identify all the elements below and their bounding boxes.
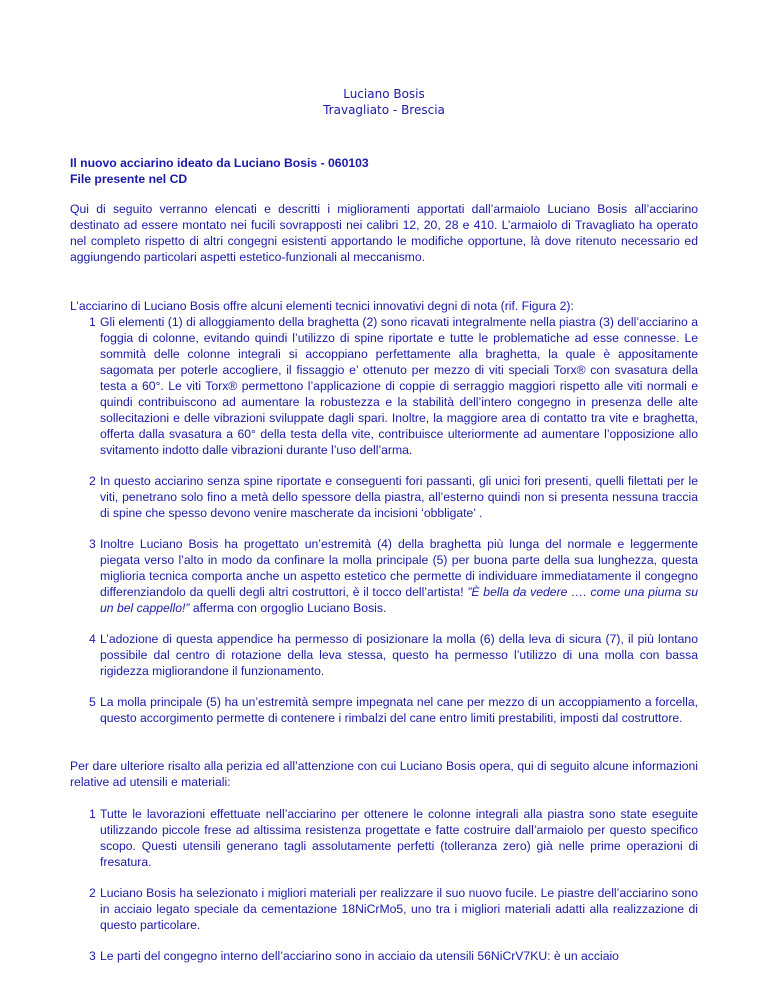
list-item: 1 Gli elementi (1) di alloggiamento della braghetta (2) sono ricavati integralmente nella piastra (3) dell’acciarino a foggia di colonne, evitando quindi l’utilizzo di spine riportate e tutte le problematiche ad esse connesse. Le sommità delle colonne integrali si accoppiano perfettamente alla braghetta, la quale è appositamente sagomata per poterle accogliere, il fissaggio e’ ottenuto per mezzo di viti speciali Torx® con svasatura della testa a 60°. Le viti Torx® permettono l’applicazione di coppie di serraggio maggiori rispetto alle viti normali e quindi contribuiscono ad aumentare la robustezza e la stabilità dell’intero congegno in presenza delle alte sollecitazioni e delle vibrazioni sviluppate dagli spari. Inoltre, la maggiore area di contatto tra vite e braghetta, offerta dalla svasatura a 60° della testa della vite, contribuisce ulteriormente ad aumentare l’opposizione allo svitamento indotto dalle vibrazioni durante l’uso dell’arma.	[89, 315, 698, 457]
section2-lead: Per dare ulteriore risalto alla perizia ed all’attenzione con cui Luciano Bosis opera, qui di seguito alcune informazioni relative ad utensili e materiali:	[70, 759, 698, 789]
list-item: 3 Inoltre Luciano Bosis ha progettato un’estremità (4) della braghetta più lunga del normale e leggermente piegata verso l’alto in modo da confinare la molla principale (5) per buona parte della sua lunghezza, questa miglioria tecnica comporta anche un aspetto estetico che permette di individuare immediatamente il congegno differenziandolo da quelli degli altri costruttori, è il tocco dell’artista! ”È bella da vedere …. come una piuma su un bel cappello!” afferma con orgoglio Luciano Bosis.	[89, 537, 699, 615]
list-item: 2 In questo acciarino senza spine riportate e conseguenti fori passanti, gli unici fori presenti, quelli filettati per le viti, penetrano solo fino a metà dello spessore della piastra, all’esterno quindi non si presenta nessuna traccia di spine che spesso devono venire mascherate da incisioni ‘obbligate’ .	[89, 474, 698, 520]
list-item: 1 Tutte le lavorazioni effettuate nell’acciarino per ottenere le colonne integrali alla piastra sono state eseguite utilizzando piccole frese ad altissima resistenza progettate e fatte costruire dall’armaiolo per questo specifico scopo. Questi utensili generano tagli assolutamente perfetti (tolleranza zero) già nelle prime operazioni di fresatura.	[89, 807, 698, 869]
list-item: 2 Luciano Bosis ha selezionato i migliori materiali per realizzare il suo nuovo fucile. Le piastre dell’acciarino sono in acciaio legato speciale da cementazione 18NiCrMo5, uno tra i migliori materiali adatti alla realizzazione di questo particolare.	[89, 886, 698, 932]
list-item: 4 L’adozione di questa appendice ha permesso di posizionare la molla (6) della leva di sicura (7), il più lontano possibile dal centro di rotazione della leva stessa, questo ha permesso l’utilizzo di una molla con bassa rigidezza migliorandone il funzionamento.	[89, 632, 698, 678]
section2-list	[70, 806, 698, 964]
author-name: Luciano Bosis	[343, 87, 425, 101]
author-place: Travagliato - Brescia	[323, 103, 445, 117]
title-line-1: Il nuovo acciarino ideato da Luciano Bosis - 060103	[70, 156, 369, 170]
document-page	[70, 0, 698, 964]
document-header	[70, 86, 698, 118]
document-title	[70, 155, 698, 187]
intro-paragraph: Qui di seguito verranno elencati e descritti i miglioramenti apportati dall’armaiolo Luciano Bosis all’acciarino destinato ad essere montato nei fucili sovrapposti nei calibri 12, 20, 28 e 410. L’armaiolo di Travagliato ha operato nel completo rispetto di altri congegni esistenti apportando le modifiche opportune, là dove ritenuto necessario ed aggiungendo particolari aspetti estetico-funzionali al meccanismo.	[70, 202, 698, 264]
section1-list	[70, 314, 698, 726]
quote: ”È bella da vedere …. come una piuma su un bel cappello!”	[100, 585, 699, 615]
list-item: 5 La molla principale (5) ha un’estremità sempre impegnata nel cane per mezzo di un accoppiamento a forcella, questo accorgimento permette di contenere i rimbalzi del cane entro limiti prestabiliti, imposti dal costruttore.	[89, 695, 698, 725]
section1-lead: L’acciarino di Luciano Bosis offre alcuni elementi tecnici innovativi degni di nota (rif. Figura 2):	[70, 299, 574, 313]
list-item: 3 Le parti del congegno interno dell’acciarino sono in acciaio da utensili 56NiCrV7KU: è un acciaio	[89, 949, 619, 963]
title-line-2: File presente nel CD	[70, 172, 188, 186]
